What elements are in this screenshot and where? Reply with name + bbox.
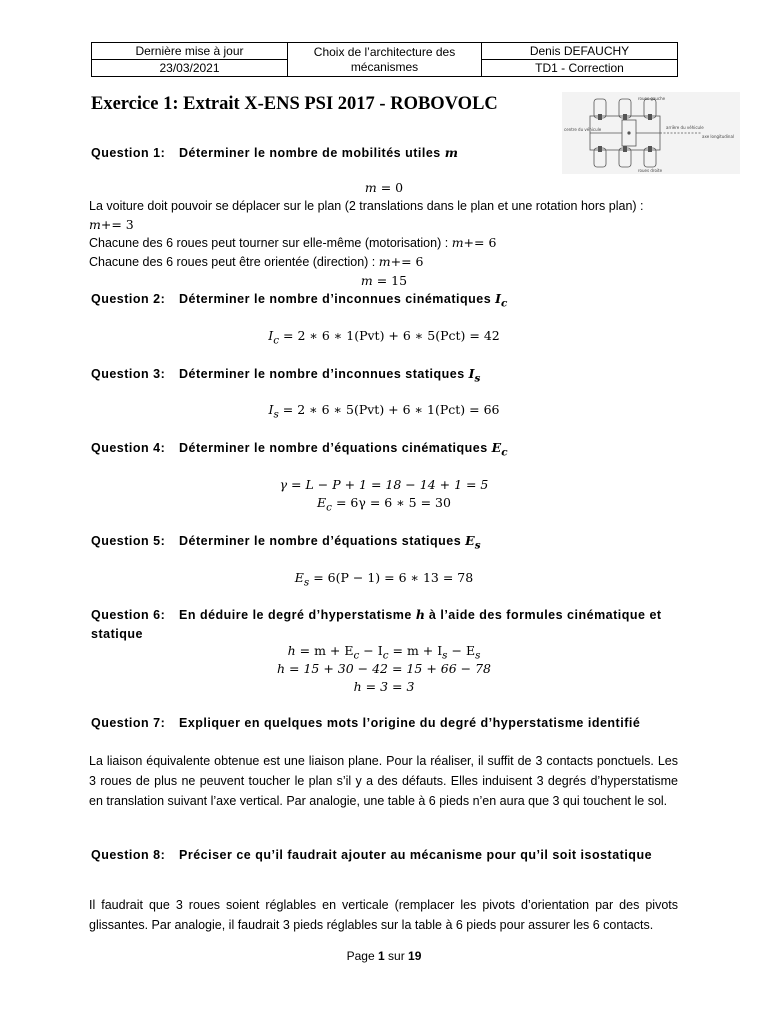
- label-arriere-vehicule: arrière du véhicule: [666, 125, 704, 130]
- author: Denis DEFAUCHY: [482, 43, 678, 60]
- q1-line1b: m+= 3: [89, 217, 134, 232]
- label-axe-longitudinal: axe longitudinal: [702, 134, 735, 139]
- q1-line3: Chacune des 6 roues peut être orientée (direction) : m+= 6: [89, 254, 424, 269]
- q1-line2: Chacune des 6 roues peut tourner sur elle-même (motorisation) : m+= 6: [89, 235, 497, 250]
- question-5: Question 5: Déterminer le nombre d’équations statiques $E_s$: [91, 533, 481, 552]
- question-text: Déterminer le nombre de mobilités utiles: [179, 146, 441, 160]
- update-date: 23/03/2021: [92, 60, 288, 77]
- page-footer: Page 1 sur 19: [346, 949, 422, 963]
- equation-ic: $I_c = 2$ ∗ 6 ∗ 1(Pvt) + 6 ∗ 5(Pct) = 42: [268, 328, 500, 347]
- question-number: Question 1:: [91, 146, 166, 160]
- question-8: Question 8: Préciser ce qu’il faudrait ajouter au mécanisme pour qu’il soit isostatique: [91, 848, 653, 862]
- question-7: Question 7: Expliquer en quelques mots l’origine du degré d’hyperstatisme identifié: [91, 716, 641, 730]
- question-6: Question 6: En déduire le degré d’hyperstatisme h à l’aide des formules cinématique et statique: [91, 607, 662, 641]
- course-title: Choix de l’architecture des mécanismes: [288, 43, 482, 77]
- equation-h3: h = 3 = 3: [353, 679, 415, 694]
- label-roues-gauche: roues gauche: [638, 96, 666, 101]
- question-1: [91, 145, 458, 160]
- q1-line1: La voiture doit pouvoir se déplacer sur le plan (2 translations dans le plan et une rotation hors plan) :: [89, 199, 644, 213]
- robot-schematic-figure: [562, 92, 740, 174]
- question-variable: m: [444, 145, 458, 160]
- question-2: Question 2: Déterminer le nombre d’inconnues cinématiques $I_c$: [91, 291, 508, 310]
- answer-7: La liaison équivalente obtenue est une liaison plane. Pour la réaliser, il suffit de 3 contacts ponctuels. Les 3 roues de plus ne peuvent toucher le plan s’il y a des défauts. Elles induisent 3 degrés d’hyperstatisme en translation suivant l’axe vertical. Par analogie, une table à 6 pieds n’en aura que 3 qui touchent le sol.: [89, 754, 678, 808]
- equation-m-end: m = 15: [360, 273, 408, 288]
- header-table: [91, 42, 678, 77]
- question-3: Question 3: Déterminer le nombre d’inconnues statiques $I_s$: [91, 366, 481, 385]
- doc-id: TD1 - Correction: [482, 60, 678, 77]
- question-4: Question 4: Déterminer le nombre d’équations cinématiques $E_c$: [91, 440, 508, 459]
- equation-h1: $h = m + E_c - I_c = m + I_s - E_s$: [287, 643, 481, 662]
- equation-gamma: γ = L − P + 1 = 18 − 14 + 1 = 5: [279, 477, 489, 492]
- exercise-title: Exercice 1: Extrait X-ENS PSI 2017 - ROBOVOLC: [91, 94, 498, 114]
- label-centre-vehicule: centre du véhicule: [564, 127, 602, 132]
- equation-h2: h = 15 + 30 − 42 = 15 + 66 − 78: [276, 661, 491, 676]
- update-label: Dernière mise à jour: [92, 43, 288, 60]
- equation-is: $I_s = 2$ ∗ 6 ∗ 5(Pvt) + 6 ∗ 1(Pct) = 66: [268, 402, 500, 421]
- equation-m-start: m = 0: [364, 180, 404, 195]
- label-roues-droite: roues droite: [638, 168, 663, 173]
- equation-es: $E_s = 6(P - 1) = 6$ ∗ 13 = 78: [294, 570, 474, 589]
- equation-ec: $E_c = 6\gamma = 6$ ∗ 5 = 30: [317, 495, 451, 514]
- answer-8: Il faudrait que 3 roues soient réglables en verticale (remplacer les pivots d’orientation par des pivots glissantes. Par analogie, il faudrait 3 pieds réglables sur la table à 6 pieds pour assurer les 6 contacts.: [89, 898, 678, 932]
